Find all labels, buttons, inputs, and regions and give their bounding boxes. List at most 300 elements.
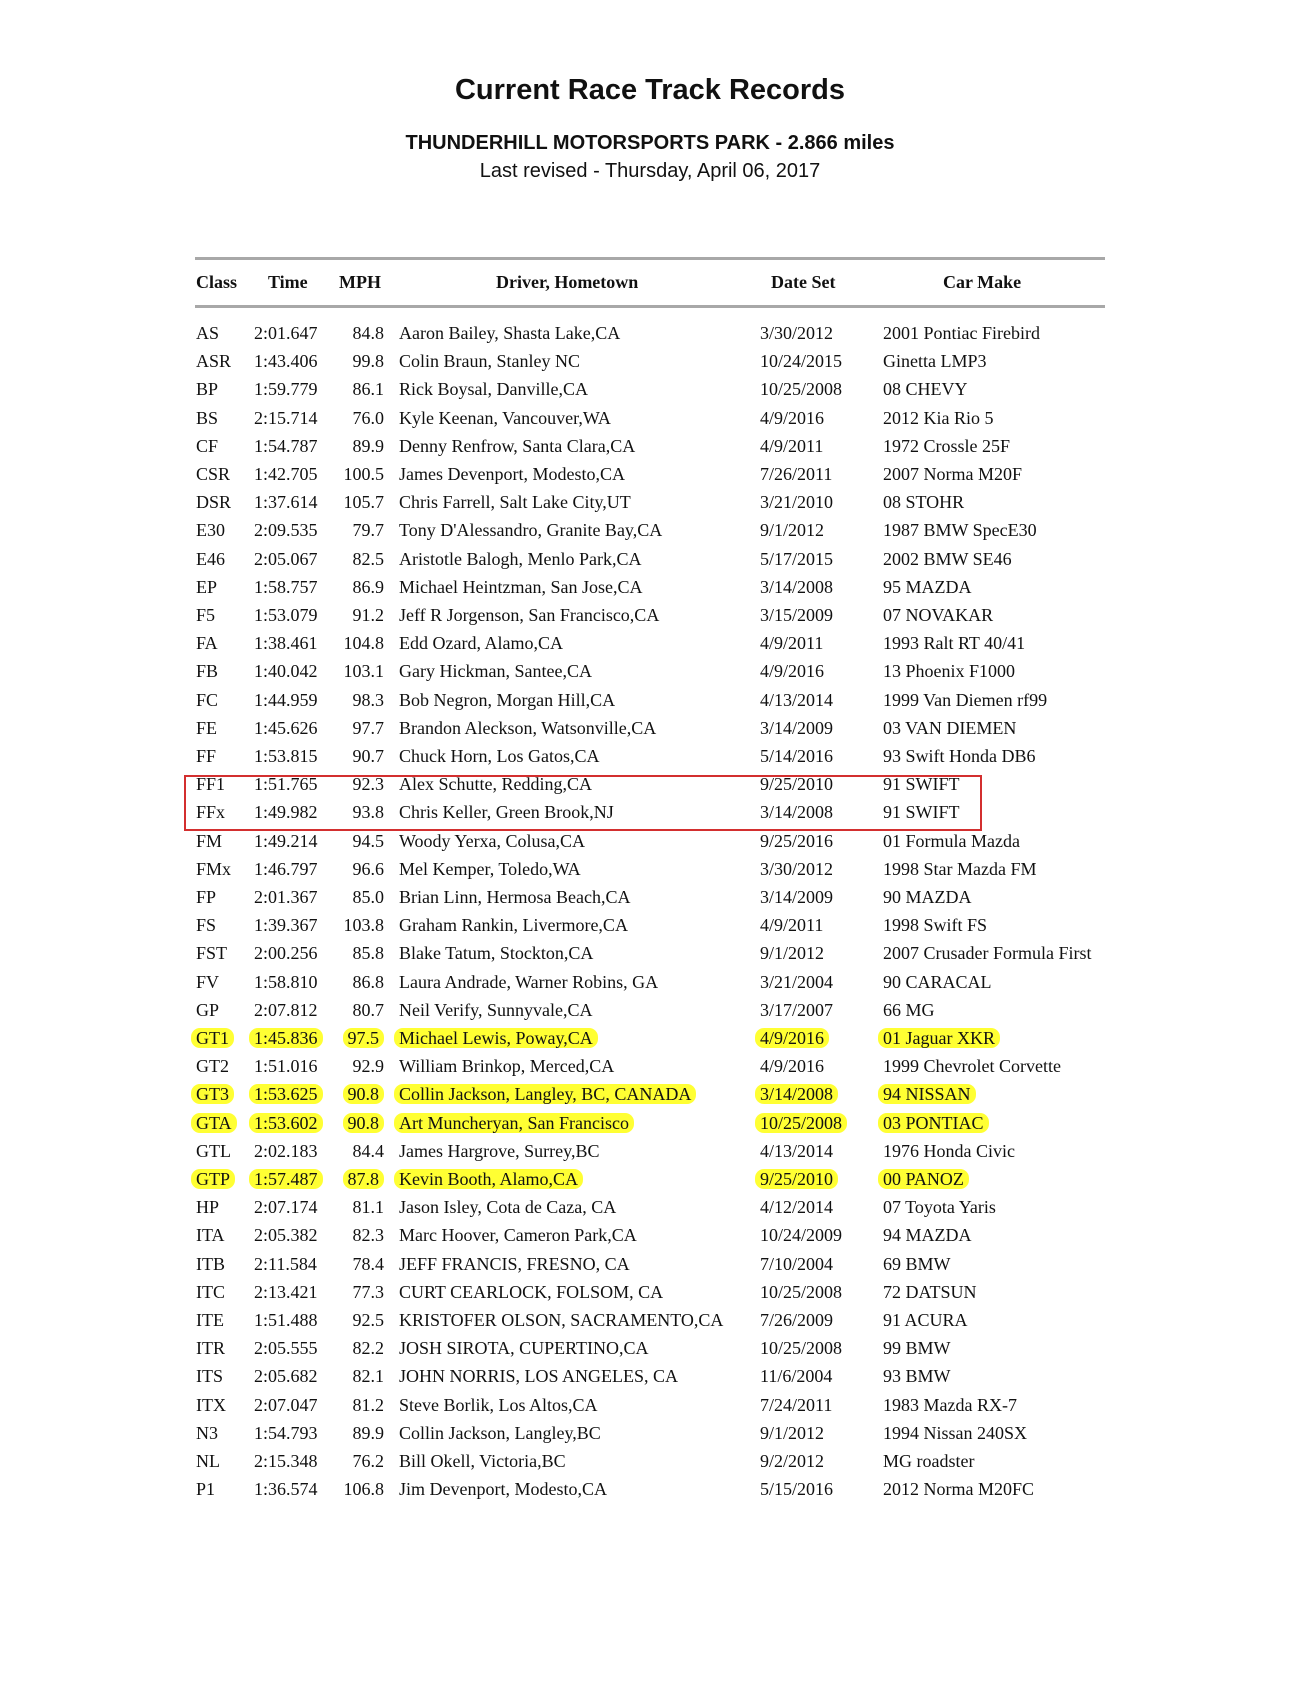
table-row: [0, 968, 1300, 996]
cell-car: [883, 1137, 1015, 1165]
cell-time: [254, 404, 318, 432]
cell-driver-text: Denny Renfrow, Santa Clara,CA: [399, 435, 636, 456]
cell-car: [883, 347, 987, 375]
cell-class: [196, 1278, 225, 1306]
cell-mph-text: 91.2: [352, 605, 384, 625]
cell-time-text: 2:15.348: [254, 1451, 318, 1471]
cell-class-text: GT1: [191, 1028, 234, 1048]
cell-mph: [340, 1250, 384, 1278]
cell-time: [254, 1278, 318, 1306]
cell-date: [760, 601, 833, 629]
cell-date-text: 4/9/2011: [760, 915, 824, 936]
cell-mph: [340, 1052, 384, 1080]
cell-car: [883, 1391, 1017, 1419]
cell-driver-text: Collin Jackson, Langley,BC: [399, 1422, 601, 1443]
cell-car: [883, 1362, 951, 1390]
cell-class-text: FV: [196, 971, 220, 992]
cell-time: [254, 573, 318, 601]
cell-car: [883, 911, 987, 939]
cell-date: [760, 968, 833, 996]
cell-driver-text: Chuck Horn, Los Gatos,CA: [399, 746, 600, 766]
table-row: [0, 686, 1300, 714]
table-row: [0, 742, 1300, 770]
cell-time: [254, 1419, 318, 1447]
cell-mph-text: 85.8: [352, 943, 384, 964]
cell-driver-text: Tony D'Alessandro, Granite Bay,CA: [399, 520, 663, 541]
cell-time-text: 1:36.574: [254, 1479, 318, 1500]
cell-car: [883, 488, 964, 516]
cell-mph-text: 96.6: [352, 858, 384, 879]
cell-class-text: FP: [196, 887, 217, 907]
cell-mph: [340, 1221, 384, 1249]
table-row: [0, 1109, 1300, 1137]
cell-date-text: 3/17/2007: [760, 999, 834, 1020]
cell-time-text: 2:02.183: [254, 1140, 318, 1161]
cell-date: [760, 1250, 833, 1278]
cell-car: [883, 1475, 1034, 1503]
table-row: [0, 1024, 1300, 1052]
cell-driver-text: Art Muncheryan, San Francisco: [394, 1113, 634, 1133]
cell-class-text: EP: [196, 576, 218, 597]
cell-mph: [340, 347, 384, 375]
cell-time: [254, 1250, 317, 1278]
cell-car-text: 66 MG: [883, 999, 935, 1020]
cell-time-text: 1:54.787: [254, 435, 318, 456]
cell-class-text: FMx: [196, 858, 232, 879]
cell-time: [254, 601, 318, 629]
table-row: [0, 1052, 1300, 1080]
cell-class-text: FFx: [196, 802, 226, 823]
cell-class-text: ITB: [196, 1253, 225, 1274]
cell-class-text: ITA: [196, 1225, 225, 1246]
table-row: [0, 488, 1300, 516]
cell-car-text: 1998 Swift FS: [883, 915, 988, 936]
cell-time-text: 1:58.810: [254, 971, 318, 992]
cell-date: [760, 1306, 833, 1334]
cell-car: [883, 883, 972, 911]
cell-date-text: 3/21/2004: [760, 971, 834, 992]
cell-date: [760, 1165, 838, 1193]
cell-class: [196, 1165, 235, 1193]
cell-mph: [340, 714, 384, 742]
cell-car-text: 1987 BMW SpecE30: [883, 520, 1037, 541]
cell-driver: [399, 573, 642, 601]
cell-car-text: 1994 Nissan 240SX: [883, 1422, 1028, 1443]
cell-date: [760, 1193, 833, 1221]
cell-mph: [340, 1137, 384, 1165]
cell-time-text: 1:45.626: [254, 717, 318, 738]
table-row: [0, 432, 1300, 460]
cell-time: [254, 686, 318, 714]
cell-car: [883, 460, 1022, 488]
cell-mph-text: 80.7: [352, 999, 384, 1020]
cell-date: [760, 1221, 842, 1249]
cell-driver: [399, 1165, 583, 1193]
cell-class: [196, 545, 225, 573]
cell-time: [254, 375, 318, 403]
cell-date-text: 9/25/2010: [755, 1169, 838, 1189]
cell-driver: [399, 742, 600, 770]
table-row: [0, 1306, 1300, 1334]
cell-date: [760, 855, 833, 883]
cell-mph: [340, 516, 384, 544]
cell-car: [883, 1250, 951, 1278]
cell-car: [883, 1193, 996, 1221]
cell-driver-text: Aaron Bailey, Shasta Lake,CA: [399, 323, 621, 343]
cell-driver-text: Blake Tatum, Stockton,CA: [399, 943, 594, 964]
cell-time-text: 1:40.042: [254, 661, 318, 682]
cell-class-text: E46: [196, 548, 225, 569]
cell-car-text: 1972 Crossle 25F: [883, 435, 1011, 456]
cell-driver-text: Rick Boysal, Danville,CA: [399, 379, 588, 400]
cell-driver-text: Collin Jackson, Langley, BC, CANADA: [394, 1084, 696, 1104]
cell-mph-text: 93.8: [352, 802, 384, 823]
cell-class-text: FB: [196, 661, 219, 682]
table-row: [0, 657, 1300, 685]
cell-class: [196, 1221, 225, 1249]
cell-car-text: 01 Jaguar XKR: [878, 1028, 1000, 1048]
cell-driver-text: Bill Okell, Victoria,BC: [399, 1451, 566, 1471]
cell-mph-text: 99.8: [352, 351, 384, 372]
cell-car: [883, 742, 1036, 770]
cell-car: [883, 1080, 976, 1108]
cell-class-text: FA: [196, 633, 218, 654]
cell-date: [760, 375, 842, 403]
cell-class: [196, 1250, 225, 1278]
cell-mph: [340, 432, 384, 460]
cell-car-text: 1999 Van Diemen rf99: [883, 689, 1048, 710]
cell-driver-text: Colin Braun, Stanley NC: [399, 351, 580, 372]
cell-driver: [399, 545, 641, 573]
cell-date-text: 10/24/2009: [760, 1225, 843, 1246]
cell-date-text: 10/25/2008: [760, 379, 843, 400]
cell-car-text: 90 CARACAL: [883, 971, 992, 992]
cell-class-text: FF: [196, 746, 217, 766]
cell-car: [883, 968, 992, 996]
cell-driver: [399, 911, 628, 939]
cell-date: [760, 1024, 829, 1052]
header-time: Time: [268, 272, 308, 292]
cell-driver-text: Brandon Aleckson, Watsonville,CA: [399, 717, 657, 738]
cell-time-text: 2:05.682: [254, 1366, 318, 1387]
cell-date: [760, 911, 823, 939]
cell-mph: [340, 968, 384, 996]
table-row: [0, 1250, 1300, 1278]
cell-mph: [340, 911, 384, 939]
cell-mph: [340, 1334, 384, 1362]
cell-driver-text: William Brinkop, Merced,CA: [399, 1056, 615, 1077]
table-row: [0, 1193, 1300, 1221]
cell-driver-text: Edd Ozard, Alamo,CA: [399, 633, 563, 654]
cell-time: [254, 1080, 323, 1108]
cell-class-text: ITC: [196, 1281, 225, 1302]
cell-class-text: F5: [196, 605, 216, 625]
cell-car-text: MG roadster: [883, 1451, 975, 1471]
cell-mph-text: 103.1: [343, 661, 384, 682]
cell-class-text: GTL: [196, 1140, 231, 1161]
cell-date-text: 4/9/2011: [760, 435, 824, 456]
cell-car: [883, 432, 1010, 460]
cell-class-text: E30: [196, 520, 225, 541]
cell-time: [254, 1334, 318, 1362]
cell-date-text: 7/26/2011: [760, 464, 833, 484]
cell-driver: [399, 347, 580, 375]
cell-car: [883, 1052, 1061, 1080]
cell-driver: [399, 629, 563, 657]
cell-car-text: 69 BMW: [883, 1253, 951, 1274]
cell-class-text: ITS: [196, 1366, 223, 1387]
cell-car: [883, 939, 1092, 967]
cell-car-text: 1983 Mazda RX-7: [883, 1394, 1017, 1415]
cell-date-text: 5/14/2016: [760, 746, 834, 766]
cell-time-text: 2:15.714: [254, 407, 318, 428]
cell-time: [254, 1447, 318, 1475]
cell-class-text: GTP: [191, 1169, 235, 1189]
cell-car-text: 2012 Norma M20FC: [883, 1479, 1035, 1500]
cell-car-text: 91 SWIFT: [883, 774, 960, 795]
cell-time: [254, 883, 318, 911]
cell-mph: [340, 601, 384, 629]
cell-time: [254, 657, 318, 685]
cell-time-text: 2:07.047: [254, 1394, 318, 1415]
cell-driver-text: Graham Rankin, Livermore,CA: [399, 915, 628, 936]
cell-time: [254, 911, 318, 939]
cell-driver: [399, 319, 620, 347]
cell-time-text: 2:05.382: [254, 1225, 318, 1246]
cell-time-text: 2:01.367: [254, 887, 318, 907]
cell-date-text: 3/15/2009: [760, 605, 834, 625]
table-row: [0, 1080, 1300, 1108]
cell-mph: [340, 404, 384, 432]
cell-class: [196, 319, 219, 347]
cell-time-text: 2:07.174: [254, 1197, 318, 1218]
cell-mph-text: 82.2: [352, 1338, 384, 1359]
cell-date: [760, 404, 824, 432]
cell-mph: [340, 1193, 384, 1221]
cell-date-text: 10/25/2008: [755, 1113, 847, 1133]
cell-class: [196, 601, 215, 629]
cell-driver: [399, 996, 592, 1024]
cell-car: [883, 1221, 972, 1249]
table-row: [0, 1165, 1300, 1193]
cell-date: [760, 1137, 833, 1165]
table-row: [0, 1334, 1300, 1362]
cell-mph-text: 103.8: [343, 915, 384, 936]
cell-date-text: 4/9/2016: [760, 407, 825, 428]
table-row: [0, 1221, 1300, 1249]
cell-car-text: 91 SWIFT: [883, 802, 960, 823]
cell-date-text: 9/2/2012: [760, 1451, 825, 1471]
cell-date: [760, 629, 823, 657]
cell-mph-text: 94.5: [352, 830, 384, 851]
cell-time: [254, 319, 318, 347]
cell-driver: [399, 432, 635, 460]
cell-driver-text: Mel Kemper, Toledo,WA: [399, 858, 581, 879]
cell-class-text: FM: [196, 830, 223, 851]
cell-class-text: CSR: [196, 464, 231, 484]
cell-date-text: 10/24/2015: [760, 351, 843, 372]
cell-mph: [340, 1447, 384, 1475]
cell-car-text: 93 Swift Honda DB6: [883, 746, 1036, 766]
cell-driver-text: Jim Devenport, Modesto,CA: [399, 1479, 607, 1500]
cell-time: [254, 347, 318, 375]
table-row: [0, 1475, 1300, 1503]
cell-mph: [340, 460, 384, 488]
cell-date-text: 9/25/2010: [760, 774, 834, 795]
cell-date-text: 3/14/2008: [755, 1084, 838, 1104]
cell-date: [760, 686, 833, 714]
cell-class-text: GT2: [196, 1056, 229, 1077]
cell-time: [254, 1165, 323, 1193]
cell-car: [883, 375, 968, 403]
cell-mph: [340, 1109, 384, 1137]
cell-date: [760, 573, 833, 601]
cell-mph: [340, 375, 384, 403]
cell-driver-text: Bob Negron, Morgan Hill,CA: [399, 689, 616, 710]
cell-mph-text: 105.7: [343, 492, 384, 513]
table-row: [0, 404, 1300, 432]
cell-driver: [399, 601, 659, 629]
cell-time-text: 1:51.016: [254, 1056, 318, 1077]
cell-mph-text: 106.8: [343, 1479, 384, 1500]
cell-class-text: ITX: [196, 1394, 226, 1415]
cell-date: [760, 1278, 842, 1306]
cell-time-text: 1:53.815: [254, 746, 318, 766]
cell-driver-text: Alex Schutte, Redding,CA: [399, 774, 592, 795]
cell-date: [760, 1080, 838, 1108]
cell-time-text: 2:07.812: [254, 999, 318, 1020]
cell-driver-text: Michael Lewis, Poway,CA: [394, 1028, 598, 1048]
cell-class-text: FC: [196, 689, 219, 710]
cell-driver: [399, 488, 631, 516]
cell-class-text: P1: [196, 1479, 216, 1500]
cell-time: [254, 1193, 318, 1221]
cell-car: [883, 996, 935, 1024]
table-row: [0, 629, 1300, 657]
cell-car: [883, 319, 1040, 347]
cell-time-text: 1:43.406: [254, 351, 318, 372]
table-row: [0, 601, 1300, 629]
cell-mph-text: 86.1: [352, 379, 384, 400]
cell-date: [760, 460, 832, 488]
cell-date-text: 5/15/2016: [760, 1479, 834, 1500]
cell-class: [196, 404, 218, 432]
table-row: [0, 1447, 1300, 1475]
cell-mph-text: 90.8: [343, 1084, 385, 1104]
cell-driver: [399, 714, 656, 742]
cell-car-text: 95 MAZDA: [883, 576, 972, 597]
cell-time-text: 1:51.765: [254, 774, 318, 795]
cell-class-text: FF1: [196, 774, 226, 795]
table-row: [0, 1137, 1300, 1165]
cell-class: [196, 1306, 224, 1334]
table-row: [0, 460, 1300, 488]
table-row: [0, 573, 1300, 601]
header-rule-top: [195, 257, 1105, 260]
cell-time-text: 2:09.535: [254, 520, 318, 541]
cell-date: [760, 883, 833, 911]
cell-car: [883, 686, 1047, 714]
cell-mph-text: 89.9: [352, 435, 384, 456]
cell-date-text: 5/17/2015: [760, 548, 834, 569]
cell-time: [254, 968, 318, 996]
cell-driver-text: KRISTOFER OLSON, SACRAMENTO,CA: [399, 1310, 724, 1330]
cell-driver-text: JEFF FRANCIS, FRESNO, CA: [399, 1253, 630, 1274]
cell-car-text: 2012 Kia Rio 5: [883, 407, 994, 428]
cell-mph: [340, 686, 384, 714]
cell-date-text: 9/1/2012: [760, 1422, 825, 1443]
cell-driver-text: CURT CEARLOCK, FOLSOM, CA: [399, 1281, 664, 1302]
cell-car: [883, 1278, 977, 1306]
cell-driver: [399, 1306, 723, 1334]
cell-class-text: AS: [196, 323, 220, 343]
header-class: Class: [196, 272, 238, 292]
cell-class: [196, 1362, 223, 1390]
cell-mph-text: 86.9: [352, 576, 384, 597]
cell-mph: [340, 1419, 384, 1447]
cell-date: [760, 1447, 824, 1475]
cell-car-text: 13 Phoenix F1000: [883, 661, 1016, 682]
cell-date-text: 9/1/2012: [760, 520, 825, 541]
cell-date: [760, 939, 824, 967]
table-row: [0, 319, 1300, 347]
cell-class: [196, 939, 227, 967]
cell-mph: [340, 1024, 384, 1052]
cell-car-text: 1976 Honda Civic: [883, 1140, 1015, 1161]
cell-class-text: CF: [196, 435, 219, 456]
cell-class: [196, 1419, 218, 1447]
cell-mph-text: 77.3: [352, 1281, 384, 1302]
cell-class: [196, 1052, 229, 1080]
cell-class: [196, 1475, 215, 1503]
cell-car: [883, 573, 972, 601]
cell-time: [254, 1391, 318, 1419]
cell-date-text: 3/30/2012: [760, 323, 834, 343]
cell-driver-text: Aristotle Balogh, Menlo Park,CA: [399, 548, 642, 569]
cell-class: [196, 742, 216, 770]
cell-car: [883, 601, 993, 629]
cell-date-text: 10/25/2008: [760, 1281, 843, 1302]
cell-class: [196, 1193, 219, 1221]
cell-car-text: 2007 Norma M20F: [883, 464, 1022, 484]
cell-date: [760, 545, 833, 573]
cell-time: [254, 996, 318, 1024]
cell-class: [196, 1024, 234, 1052]
cell-driver-text: Woody Yerxa, Colusa,CA: [399, 830, 586, 851]
cell-class-text: ITR: [196, 1338, 225, 1359]
cell-mph: [340, 1306, 384, 1334]
cell-driver-text: Gary Hickman, Santee,CA: [399, 661, 592, 682]
table-row: [0, 1362, 1300, 1390]
cell-date: [760, 1475, 833, 1503]
cell-mph: [340, 883, 384, 911]
cell-mph-text: 92.5: [352, 1310, 384, 1330]
cell-driver-text: Michael Heintzman, San Jose,CA: [399, 576, 643, 597]
cell-date-text: 3/14/2008: [760, 576, 834, 597]
cell-car-text: 1999 Chevrolet Corvette: [883, 1056, 1061, 1077]
cell-class: [196, 629, 218, 657]
cell-time-text: 1:51.488: [254, 1310, 318, 1330]
cell-date-text: 10/25/2008: [760, 1338, 843, 1359]
cell-date: [760, 1391, 832, 1419]
cell-date: [760, 657, 824, 685]
cell-mph-text: 92.3: [352, 774, 384, 795]
cell-mph-text: 98.3: [352, 689, 384, 710]
cell-mph-text: 76.2: [352, 1451, 384, 1471]
cell-driver-text: James Hargrove, Surrey,BC: [399, 1140, 600, 1161]
cell-mph-text: 97.7: [352, 717, 384, 738]
cell-date-text: 3/14/2008: [760, 802, 834, 823]
